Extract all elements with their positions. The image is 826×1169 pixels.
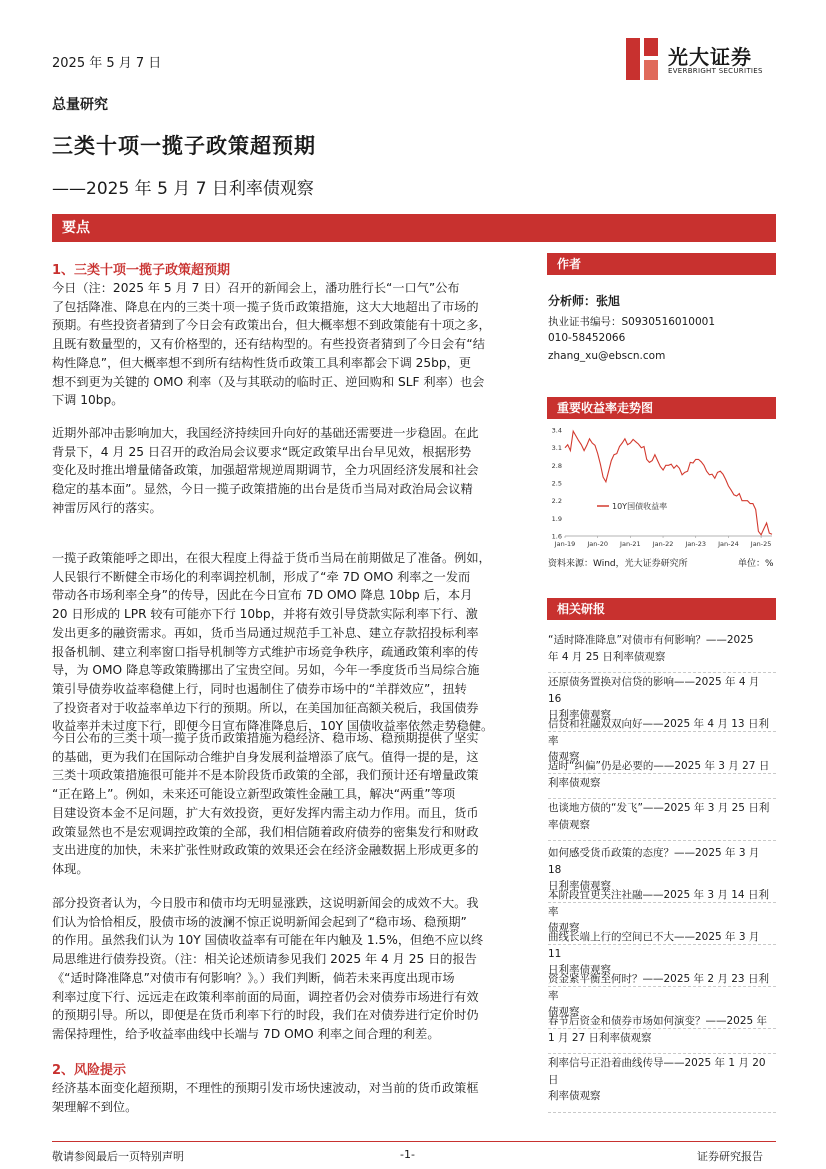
chart-x-tick-label: Jan-24 — [718, 540, 739, 548]
related-report-item[interactable]: 利率信号正沿着曲线传导——2025 年 1 月 20 日 利率债观察 — [548, 1055, 776, 1105]
chart-y-tick-label: 1.6 — [551, 532, 562, 541]
company-logo — [626, 38, 776, 82]
chart-y-tick-label: 1.9 — [551, 514, 562, 523]
report-title: 三类十项一揽子政策超预期 — [52, 134, 316, 158]
paragraph-3: 一揽子政策能呼之即出，在很大程度上得益于货币当局在前期做足了准备。例如， 人民银行不断健全市场化的利率调控机制，形成了“牵 7D OMO 利率之一发而 带动各市场利率全身”的传导，因此在今日宣布 7D OMO 降息 10bp 后，本月 20 日形成的 LPR 较有可能亦下行 10bp，并将有效引导贷款实际利率下行、激 发出更多的融资需求。再如，货币当局通过规范手工补息、建立存款招投标利率 报备机制、建立利率窗口指导机制等方式维护市场竞争秩序，疏通政策利率的传 导，为 OMO 降息等政策腾挪出了宝贵空间。另如，今年一季度货币当局综合施 策引导债券收益率稳健上行，同时也遏制住了债券市场中的“羊群效应”，扭转 了投资者对于收益率单边下行的预期。所以，在美国加征高额关税后，我国债券 收益率并未过度下行，即便今日宣布降准降息后，10Y 国债收益率依然走势稳健。 — [52, 551, 494, 734]
chart-series-line — [565, 431, 772, 535]
related-report-item[interactable]: 资金紧平衡至何时？——2025 年 2 月 23 日利率 债观察 — [548, 971, 776, 1021]
chart-unit: 单位：% — [738, 559, 774, 569]
analyst-name: 分析师：张旭 — [548, 294, 621, 308]
section1-heading: 1、三类十项一揽子政策超预期 — [52, 263, 231, 278]
logo-chinese-name: 光大证券 — [668, 45, 752, 69]
chart-legend-label: 10Y国债收益率 — [612, 502, 668, 511]
report-subtitle: ——2025 年 5 月 7 日利率债观察 — [52, 179, 314, 199]
related-report-item[interactable]: 也谈地方债的“发飞”——2025 年 3 月 25 日利 率债观察 — [548, 800, 776, 833]
report-date: 2025 年 5 月 7 日 — [52, 56, 162, 71]
chart-x-tick-label: Jan-25 — [750, 540, 772, 548]
logo-english-name: EVERBRIGHT SECURITIES — [668, 67, 763, 75]
chart-x-tick-label: Jan-23 — [685, 540, 707, 548]
paragraph-5: 部分投资者认为，今日股市和债市均无明显涨跌，这说明新闻会的成效不大。我 们认为恰恰相反，股债市场的波澜不惊正说明新闻会起到了“稳市场、稳预期” 的作用。虽然我们认为 10Y 国债收益率有可能在年内触及 1.5%，但绝不应以终 局思维进行债券投资。（注：相关论述烦请参见我们 2025 年 4 月 25 日的报告 《“适时降准降息”对债市有何影响？》。）我们判断，倘若未来再度出现市场 利率过度下行、远远走在政策利率前面的局面，调控者仍会对债券市场进行有效 的预期引导。所以，即便是在货币利率下行的时段，我们在对债券进行定价时仍 需保持理性，给予收益率曲线中长端与 7D OMO 利率之间合理的利差。 — [52, 896, 484, 1041]
footer-divider — [52, 1141, 776, 1142]
everbright-logo-icon — [626, 38, 658, 80]
chart-x-tick-label: Jan-20 — [587, 540, 609, 548]
yield-chart — [547, 424, 776, 550]
analyst-email[interactable]: zhang_xu@ebscn.com — [548, 350, 666, 362]
related-report-item[interactable]: 春节后资金和债券市场如何演变？——2025 年 1 月 27 日利率债观察 — [548, 1013, 776, 1046]
related-report-item[interactable]: 如何感受货币政策的态度？——2025 年 3 月 18 日利率债观察 — [548, 845, 776, 895]
section2-heading: 2、风险提示 — [52, 1063, 127, 1078]
keypoints-section-bar: 要点 — [52, 214, 776, 242]
author-section-bar: 作者 — [547, 253, 776, 275]
related-report-item[interactable]: 信贷和社融双双向好——2025 年 4 月 13 日利率 债观察 — [548, 716, 776, 766]
analyst-license: 执业证书编号：S0930516010001 — [548, 316, 716, 328]
chart-source: 资料来源：Wind，光大证券研究所 — [548, 559, 688, 569]
related-report-item[interactable]: 还原债务置换对信贷的影响——2025 年 4 月 16 日利率债观察 — [548, 674, 776, 724]
related-report-item[interactable]: 曲线长端上行的空间已不大——2025 年 3 月 11 日利率债观察 — [548, 929, 776, 979]
chart-y-tick-label: 2.5 — [551, 479, 562, 488]
chart-x-tick-label: Jan-22 — [652, 540, 674, 548]
footer-report-type: 证券研究报告 — [697, 1150, 763, 1163]
chart-x-tick-label: Jan-19 — [554, 540, 576, 548]
footer-disclaimer: 敬请参阅最后一页特别声明 — [52, 1150, 184, 1163]
chart-y-tick-label: 3.4 — [551, 426, 562, 435]
related-report-item[interactable]: “适时降准降息”对债市有何影响？——2025 年 4 月 25 日利率债观察 — [548, 632, 776, 665]
report-category: 总量研究 — [52, 97, 108, 113]
paragraph-2: 近期外部冲击影响加大，我国经济持续回升向好的基础还需要进一步稳固。在此 背景下，4 月 25 日召开的政治局会议要求“既定政策早出台早见效，根据形势 变化及时推出增量储备政策，加强超常规逆周期调节，全力巩固经济发展和社会 稳定的基本面”。显然，今日一揽子政策措施的出台是货币当局对政治局会议精 神雷厉风行的落实。 — [52, 426, 479, 515]
analyst-phone: 010-58452066 — [548, 332, 626, 344]
related-section-bar: 相关研报 — [547, 598, 776, 620]
chart-section-bar: 重要收益率走势图 — [547, 397, 776, 419]
paragraph-4: 今日公布的三类十项一揽子货币政策措施为稳经济、稳市场、稳预期提供了坚实 的基础，更为我们在国际动合维护自身发展利益增添了底气。值得一提的是，这 三类十项政策措施很可能并不是本阶段货币政策的全部，我们预计还有增量政策 “正在路上”。例如，未来还可能设立新型政策性金融工具，解决“两重”等项 目建设资本金不足问题，扩大有效投资，更好发挥内需主动力作用。而且，货币 政策显然也不是宏观调控政策的全部，我们相信随着政府债券的密集发行和财政 支出进度的加快，未来扩张性财政政策的效果还会在经济金融数据上形成更多的 体现。 — [52, 731, 479, 876]
chart-x-tick-label: Jan-21 — [620, 540, 641, 548]
page-number: -1- — [400, 1148, 415, 1161]
related-report-item[interactable]: 适时“纠偏”仍是必要的——2025 年 3 月 27 日 利率债观察 — [548, 758, 776, 791]
chart-y-tick-label: 3.1 — [551, 444, 562, 453]
risk-paragraph: 经济基本面变化超预期，不理性的预期引发市场快速波动，对当前的货币政策框 架理解不到位。 — [52, 1081, 479, 1114]
related-report-item[interactable]: 本阶段宜更关注社融——2025 年 3 月 14 日利率 债观察 — [548, 887, 776, 937]
chart-y-tick-label: 2.8 — [551, 461, 562, 470]
chart-y-tick-label: 2.2 — [551, 497, 562, 506]
paragraph-1: 今日（注：2025 年 5 月 7 日）召开的新闻会上，潘功胜行长“一口气”公布 了包括降准、降息在内的三类十项一揽子货币政策措施，这大大地超出了市场的 预期。有些投资者猜到了今日会有政策出台，但大概率想不到政策能有十项之多， 且既有数量型的，又有价格型的，还有结构型的。有些投资者猜到了今日会有“结 构性降息”，但大概率想不到所有结构性货币政策工具利率都会下调 25bp，更 想不到更为关键的 OMO 利率（及与其联动的临时正、逆回购和 SLF 利率）也会 下调 10bp。 — [52, 281, 491, 408]
